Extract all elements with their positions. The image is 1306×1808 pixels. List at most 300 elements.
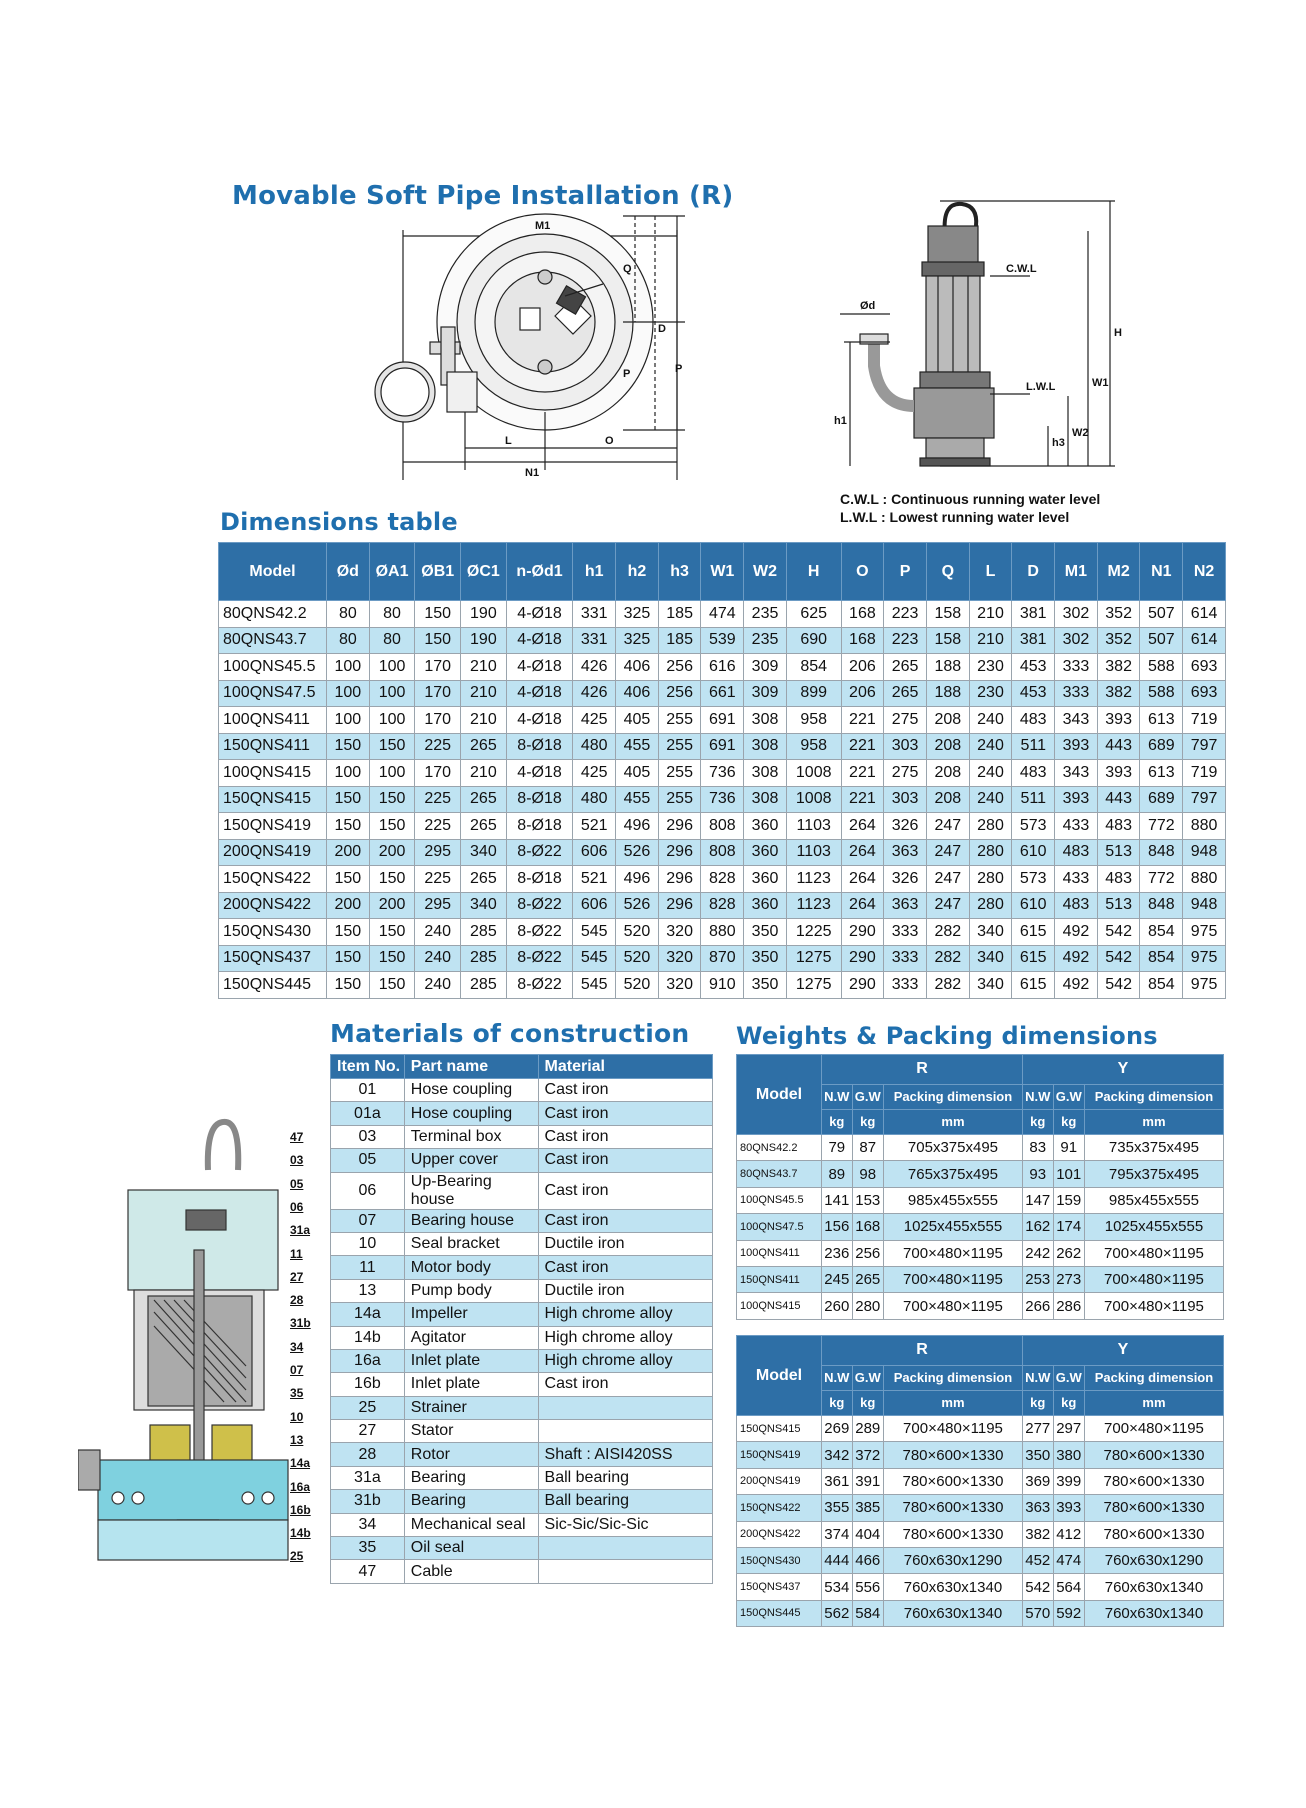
dim-cell: 910 xyxy=(701,972,744,999)
dim-cell: 80 xyxy=(369,601,415,628)
dim-cell: 225 xyxy=(415,866,461,893)
dim-cell: 285 xyxy=(461,919,507,946)
model-cell: 200QNS419 xyxy=(219,839,327,866)
dim-cell: 296 xyxy=(658,813,701,840)
mat-cell: Bearing xyxy=(404,1466,538,1489)
dim-cell: 343 xyxy=(1055,707,1098,734)
dim-cell: 168 xyxy=(841,601,884,628)
dim-cell: 480 xyxy=(573,733,616,760)
weights-cell: 592 xyxy=(1053,1600,1084,1626)
dimensions-title: Dimensions table xyxy=(220,508,458,536)
model-cell: 150QNS419 xyxy=(737,1442,822,1468)
dim-cell: 975 xyxy=(1183,972,1226,999)
mat-cell: 05 xyxy=(331,1149,405,1172)
weights-cell: 266 xyxy=(1022,1293,1053,1319)
table-row xyxy=(219,601,1226,628)
mat-cell: 16a xyxy=(331,1349,405,1372)
dim-cell: 340 xyxy=(461,839,507,866)
mat-cell xyxy=(538,1396,712,1419)
weights-cell: 162 xyxy=(1022,1214,1053,1240)
dim-cell: 100 xyxy=(327,760,370,787)
installation-title: Movable Soft Pipe Installation (R) xyxy=(232,181,734,211)
mat-cell: Upper cover xyxy=(404,1149,538,1172)
table-row xyxy=(331,1326,713,1349)
mat-cell: 11 xyxy=(331,1256,405,1279)
dim-cell: 948 xyxy=(1183,839,1226,866)
table-row xyxy=(737,1214,1224,1240)
weights-cell: 700×480×1195 xyxy=(1084,1266,1223,1292)
dim-cell: 331 xyxy=(573,601,616,628)
model-cell: 150QNS430 xyxy=(219,919,327,946)
weights-pack-header: Packing dimension xyxy=(1084,1365,1223,1390)
dim-cell: 325 xyxy=(616,601,659,628)
table-row xyxy=(737,1574,1224,1600)
dim-cell: 393 xyxy=(1097,760,1140,787)
dim-cell: 542 xyxy=(1097,972,1140,999)
part-label: 14b xyxy=(290,1526,311,1541)
dim-cell: 691 xyxy=(701,733,744,760)
dim-cell: 208 xyxy=(926,786,969,813)
weights-cell: 760x630x1290 xyxy=(1084,1547,1223,1573)
dim-cell: 381 xyxy=(1012,601,1055,628)
dim-header-cell: W2 xyxy=(744,543,787,601)
weights-cell: 570 xyxy=(1022,1600,1053,1626)
dim-header-cell: h3 xyxy=(658,543,701,601)
dim-cell: 325 xyxy=(616,627,659,654)
model-cell: 150QNS437 xyxy=(737,1574,822,1600)
model-cell: 100QNS47.5 xyxy=(219,680,327,707)
mat-cell: 35 xyxy=(331,1537,405,1560)
mat-cell: Oil seal xyxy=(404,1537,538,1560)
dim-cell: 405 xyxy=(616,760,659,787)
dim-cell: 150 xyxy=(327,813,370,840)
dim-header-cell: O xyxy=(841,543,884,601)
part-label: 47 xyxy=(290,1130,304,1144)
dim-cell: 295 xyxy=(415,839,461,866)
table-row xyxy=(737,1442,1224,1468)
dim-cell: 808 xyxy=(701,813,744,840)
dim-cell: 610 xyxy=(1012,892,1055,919)
model-cell: 150QNS419 xyxy=(219,813,327,840)
mat-cell: Terminal box xyxy=(404,1125,538,1148)
dim-cell: 689 xyxy=(1140,786,1183,813)
water-level-legend xyxy=(840,490,1100,526)
weights-nw-header: N.W xyxy=(822,1365,853,1390)
weights-cell: 141 xyxy=(822,1187,853,1213)
table-row xyxy=(331,1560,713,1583)
dim-cell: 443 xyxy=(1097,733,1140,760)
mat-cell: 03 xyxy=(331,1125,405,1148)
weights-unit-mm: mm xyxy=(1084,1109,1223,1134)
dim-cell: 170 xyxy=(415,680,461,707)
dim-header-cell: M2 xyxy=(1097,543,1140,601)
part-label: 14a xyxy=(290,1456,311,1471)
dim-cell: 406 xyxy=(616,680,659,707)
dim-cell: 492 xyxy=(1055,919,1098,946)
weights-unit-kg: kg xyxy=(1053,1109,1084,1134)
dim-cell: 255 xyxy=(658,707,701,734)
mat-cell: 01 xyxy=(331,1079,405,1102)
dim-cell: 1123 xyxy=(786,866,841,893)
weights-header-row xyxy=(737,1055,1224,1085)
mat-cell: Cast iron xyxy=(538,1102,712,1125)
part-label: 05 xyxy=(290,1176,304,1191)
weights-cell: 236 xyxy=(822,1240,853,1266)
dim-cell: 352 xyxy=(1097,627,1140,654)
dim-cell: 610 xyxy=(1012,839,1055,866)
weights-unit-kg: kg xyxy=(852,1390,883,1415)
dim-cell: 308 xyxy=(744,707,787,734)
dim-cell: 393 xyxy=(1055,786,1098,813)
dim-cell: 606 xyxy=(573,892,616,919)
dim-header-cell: N1 xyxy=(1140,543,1183,601)
dim-cell: 150 xyxy=(369,866,415,893)
weights-cell: 760x630x1340 xyxy=(883,1574,1022,1600)
weights-cell: 262 xyxy=(1053,1240,1084,1266)
dim-cell: 80 xyxy=(327,627,370,654)
mat-cell: 14b xyxy=(331,1326,405,1349)
label-Od: Ød xyxy=(860,300,876,312)
dim-cell: 200 xyxy=(369,839,415,866)
mat-cell: 31b xyxy=(331,1490,405,1513)
dim-cell: 320 xyxy=(658,919,701,946)
dim-cell: 854 xyxy=(1140,972,1183,999)
part-label: 11 xyxy=(290,1246,303,1261)
dim-cell: 168 xyxy=(841,627,884,654)
dim-cell: 100 xyxy=(327,707,370,734)
table-row xyxy=(219,945,1226,972)
dim-cell: 360 xyxy=(744,866,787,893)
dim-cell: 331 xyxy=(573,627,616,654)
dim-cell: 326 xyxy=(884,813,927,840)
mat-cell: Ball bearing xyxy=(538,1490,712,1513)
weights-cell: 265 xyxy=(852,1266,883,1292)
weights-nw-header: N.W xyxy=(1022,1365,1053,1390)
table-row xyxy=(219,680,1226,707)
weights-cell: 466 xyxy=(852,1547,883,1573)
weights-table-2 xyxy=(736,1335,1224,1627)
dim-cell: 542 xyxy=(1097,919,1140,946)
weights-cell: 385 xyxy=(852,1495,883,1521)
dim-cell: 545 xyxy=(573,945,616,972)
dim-cell: 200 xyxy=(327,892,370,919)
dim-cell: 80 xyxy=(369,627,415,654)
table-row xyxy=(331,1172,713,1209)
dim-cell: 240 xyxy=(969,760,1012,787)
weights-cell: 760x630x1340 xyxy=(1084,1600,1223,1626)
weights-cell: 444 xyxy=(822,1547,853,1573)
table-row xyxy=(331,1349,713,1372)
label-h3: h3 xyxy=(1052,437,1065,449)
dim-cell: 8-Ø18 xyxy=(506,866,573,893)
dim-cell: 150 xyxy=(369,945,415,972)
mat-cell: Ductile iron xyxy=(538,1279,712,1302)
weights-cell: 286 xyxy=(1053,1293,1084,1319)
dim-cell: 350 xyxy=(744,972,787,999)
dim-cell: 170 xyxy=(415,760,461,787)
dim-cell: 880 xyxy=(1183,813,1226,840)
dim-header-cell: n-Ød1 xyxy=(506,543,573,601)
dim-cell: 235 xyxy=(744,601,787,628)
dim-cell: 265 xyxy=(461,786,507,813)
weights-cell: 153 xyxy=(852,1187,883,1213)
dim-cell: 426 xyxy=(573,680,616,707)
dim-header-cell: ØC1 xyxy=(461,543,507,601)
table-row xyxy=(331,1420,713,1443)
mat-cell: 14a xyxy=(331,1303,405,1326)
mat-cell: Inlet plate xyxy=(404,1373,538,1396)
dim-header-cell: W1 xyxy=(701,543,744,601)
dim-cell: 958 xyxy=(786,733,841,760)
dim-cell: 200 xyxy=(327,839,370,866)
dim-cell: 190 xyxy=(461,601,507,628)
legend-lwl: L.W.L : Lowest running water level xyxy=(840,509,1070,525)
table-row xyxy=(737,1600,1224,1626)
model-cell: 150QNS415 xyxy=(219,786,327,813)
dim-cell: 264 xyxy=(841,813,884,840)
dim-cell: 1123 xyxy=(786,892,841,919)
dim-cell: 4-Ø18 xyxy=(506,601,573,628)
dim-cell: 158 xyxy=(926,627,969,654)
table-row xyxy=(737,1240,1224,1266)
table-row xyxy=(737,1187,1224,1213)
dim-cell: 573 xyxy=(1012,866,1055,893)
dim-cell: 303 xyxy=(884,786,927,813)
weights-r-header: R xyxy=(822,1055,1023,1085)
dim-cell: 880 xyxy=(701,919,744,946)
weights-cell: 780×600×1330 xyxy=(1084,1521,1223,1547)
materials-title: Materials of construction xyxy=(330,1019,690,1048)
part-label: 25 xyxy=(290,1549,304,1564)
dim-cell: 210 xyxy=(969,601,1012,628)
weights-unit-mm: mm xyxy=(883,1390,1022,1415)
dim-cell: 185 xyxy=(658,601,701,628)
dim-header-cell: N2 xyxy=(1183,543,1226,601)
table-row xyxy=(219,760,1226,787)
mat-cell: Agitator xyxy=(404,1326,538,1349)
dim-cell: 240 xyxy=(969,733,1012,760)
weights-cell: 342 xyxy=(822,1442,853,1468)
dim-cell: 210 xyxy=(969,627,1012,654)
weights-cell: 700×480×1195 xyxy=(1084,1293,1223,1319)
dim-cell: 425 xyxy=(573,760,616,787)
dim-cell: 352 xyxy=(1097,601,1140,628)
dim-cell: 280 xyxy=(969,866,1012,893)
dim-cell: 350 xyxy=(744,919,787,946)
table-row xyxy=(737,1495,1224,1521)
mat-cell: Up-Bearing house xyxy=(404,1172,538,1209)
table-row xyxy=(219,733,1226,760)
table-row xyxy=(331,1079,713,1102)
mat-cell: 06 xyxy=(331,1172,405,1209)
label-W1: W1 xyxy=(1092,377,1109,389)
dim-cell: 363 xyxy=(884,839,927,866)
dim-cell: 150 xyxy=(415,601,461,628)
table-row xyxy=(737,1547,1224,1573)
weights-nw-header: N.W xyxy=(1022,1084,1053,1109)
dim-cell: 483 xyxy=(1012,707,1055,734)
weights-r-header: R xyxy=(822,1336,1023,1366)
weights-y-header: Y xyxy=(1022,1336,1223,1366)
dim-cell: 290 xyxy=(841,945,884,972)
weights-cell: 765x375x495 xyxy=(883,1161,1022,1187)
dim-cell: 483 xyxy=(1097,813,1140,840)
weights-title: Weights & Packing dimensions xyxy=(736,1022,1158,1050)
weights-model-header: Model xyxy=(737,1055,822,1135)
dim-header-cell: P xyxy=(884,543,927,601)
weights-cell: 297 xyxy=(1053,1416,1084,1442)
dim-cell: 150 xyxy=(369,919,415,946)
dim-cell: 221 xyxy=(841,707,884,734)
materials-header-row xyxy=(331,1055,713,1079)
dim-cell: 975 xyxy=(1183,919,1226,946)
mat-cell: Bearing xyxy=(404,1490,538,1513)
model-cell: 100QNS415 xyxy=(219,760,327,787)
dim-cell: 690 xyxy=(786,627,841,654)
mat-cell: High chrome alloy xyxy=(538,1349,712,1372)
dim-cell: 100 xyxy=(369,680,415,707)
table-row xyxy=(331,1279,713,1302)
dim-cell: 689 xyxy=(1140,733,1183,760)
weights-cell: 700×480×1195 xyxy=(883,1266,1022,1292)
weights-cell: 985x455x555 xyxy=(883,1187,1022,1213)
weights-cell: 391 xyxy=(852,1468,883,1494)
weights-cell: 780×600×1330 xyxy=(883,1468,1022,1494)
mat-cell: Motor body xyxy=(404,1256,538,1279)
dim-cell: 221 xyxy=(841,786,884,813)
dim-cell: 309 xyxy=(744,680,787,707)
dim-cell: 588 xyxy=(1140,654,1183,681)
weights-cell: 273 xyxy=(1053,1266,1084,1292)
weights-unit-kg: kg xyxy=(1053,1390,1084,1415)
dim-cell: 363 xyxy=(884,892,927,919)
mat-header-cell: Part name xyxy=(404,1055,538,1079)
dim-cell: 223 xyxy=(884,601,927,628)
part-label: 27 xyxy=(290,1269,304,1284)
dim-cell: 240 xyxy=(415,945,461,972)
mat-cell: Bearing house xyxy=(404,1209,538,1232)
dim-cell: 1225 xyxy=(786,919,841,946)
dim-cell: 625 xyxy=(786,601,841,628)
dim-cell: 235 xyxy=(744,627,787,654)
dim-cell: 513 xyxy=(1097,892,1140,919)
dim-cell: 275 xyxy=(884,707,927,734)
dim-cell: 797 xyxy=(1183,733,1226,760)
mat-cell: 28 xyxy=(331,1443,405,1466)
weights-cell: 700×480×1195 xyxy=(883,1416,1022,1442)
dim-cell: 453 xyxy=(1012,680,1055,707)
mat-cell: Pump body xyxy=(404,1279,538,1302)
dim-cell: 230 xyxy=(969,680,1012,707)
mat-cell: Cable xyxy=(404,1560,538,1583)
model-cell: 80QNS42.2 xyxy=(737,1135,822,1161)
part-label: 28 xyxy=(290,1293,304,1308)
dim-cell: 265 xyxy=(884,654,927,681)
part-label: 13 xyxy=(290,1432,304,1447)
dim-cell: 308 xyxy=(744,760,787,787)
dim-cell: 870 xyxy=(701,945,744,972)
dim-cell: 661 xyxy=(701,680,744,707)
table-row xyxy=(737,1161,1224,1187)
dim-cell: 1103 xyxy=(786,813,841,840)
part-label: 35 xyxy=(290,1386,304,1401)
dimensions-table xyxy=(218,542,1226,999)
dim-cell: 158 xyxy=(926,601,969,628)
dim-cell: 333 xyxy=(1055,654,1098,681)
dim-cell: 405 xyxy=(616,707,659,734)
mat-cell xyxy=(538,1420,712,1443)
mat-cell: 16b xyxy=(331,1373,405,1396)
label-D: D xyxy=(658,323,666,335)
dim-cell: 333 xyxy=(1055,680,1098,707)
weights-cell: 584 xyxy=(852,1600,883,1626)
dim-cell: 210 xyxy=(461,760,507,787)
table-row xyxy=(331,1303,713,1326)
dim-cell: 290 xyxy=(841,972,884,999)
mat-cell: Cast iron xyxy=(538,1079,712,1102)
table-row xyxy=(219,707,1226,734)
weights-unit-kg: kg xyxy=(1022,1390,1053,1415)
dim-cell: 483 xyxy=(1012,760,1055,787)
weights-cell: 534 xyxy=(822,1574,853,1600)
table-row xyxy=(331,1209,713,1232)
mat-cell: Cast iron xyxy=(538,1172,712,1209)
table-row xyxy=(737,1266,1224,1292)
dim-cell: 520 xyxy=(616,919,659,946)
weights-cell: 380 xyxy=(1053,1442,1084,1468)
dim-cell: 899 xyxy=(786,680,841,707)
dim-cell: 948 xyxy=(1183,892,1226,919)
model-cell: 100QNS45.5 xyxy=(219,654,327,681)
model-cell: 150QNS422 xyxy=(219,866,327,893)
dim-cell: 539 xyxy=(701,627,744,654)
dim-cell: 848 xyxy=(1140,892,1183,919)
weights-cell: 452 xyxy=(1022,1547,1053,1573)
dim-cell: 507 xyxy=(1140,627,1183,654)
model-cell: 80QNS43.7 xyxy=(737,1161,822,1187)
dim-cell: 320 xyxy=(658,945,701,972)
dim-cell: 4-Ø18 xyxy=(506,680,573,707)
dim-cell: 483 xyxy=(1055,892,1098,919)
dim-cell: 613 xyxy=(1140,760,1183,787)
model-cell: 150QNS437 xyxy=(219,945,327,972)
weights-cell: 83 xyxy=(1022,1135,1053,1161)
dim-cell: 221 xyxy=(841,733,884,760)
weights-cell: 780×600×1330 xyxy=(883,1521,1022,1547)
dim-cell: 719 xyxy=(1183,760,1226,787)
table-row xyxy=(331,1443,713,1466)
dim-cell: 285 xyxy=(461,972,507,999)
weights-cell: 705x375x495 xyxy=(883,1135,1022,1161)
part-label: 06 xyxy=(290,1199,304,1214)
model-cell: 150QNS411 xyxy=(737,1266,822,1292)
table-row xyxy=(219,627,1226,654)
weights-cell: 700×480×1195 xyxy=(1084,1416,1223,1442)
dim-cell: 511 xyxy=(1012,786,1055,813)
dim-cell: 256 xyxy=(658,680,701,707)
dim-cell: 975 xyxy=(1183,945,1226,972)
table-row xyxy=(737,1521,1224,1547)
dim-cell: 280 xyxy=(969,892,1012,919)
weights-gw-header: G.W xyxy=(1053,1365,1084,1390)
table-row xyxy=(331,1232,713,1255)
table-row xyxy=(219,839,1226,866)
dim-cell: 615 xyxy=(1012,972,1055,999)
dim-cell: 240 xyxy=(969,707,1012,734)
dim-header-cell: ØA1 xyxy=(369,543,415,601)
dim-cell: 170 xyxy=(415,707,461,734)
dim-cell: 425 xyxy=(573,707,616,734)
